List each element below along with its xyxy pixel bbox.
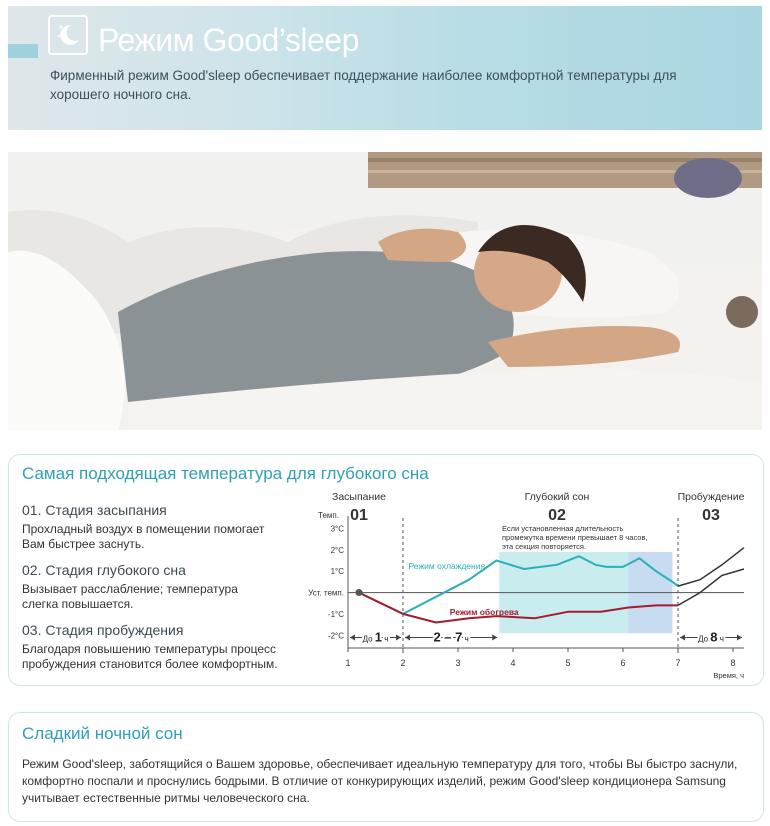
page-description: Фирменный режим Good'sleep обеспечивает поддержание наиболее комфортной температуры для хорошего ночного сна. [50,68,677,102]
duration-arrowhead [492,634,497,640]
x-axis-label: Время, ч [713,671,744,680]
phase-label: Глубокий сон [524,491,590,503]
duration-arrowhead [350,634,355,640]
y-tick-label: Уст. темп. [308,588,344,598]
page-title: Режим Good’sleep [98,22,359,58]
duration-arrowhead [405,634,410,640]
series-label-heating: Режим обогрева [449,606,519,617]
y-tick-label: 3°C [330,524,344,534]
wake-curve [678,569,744,605]
start-point [356,589,363,596]
y-tick-label: -1°C [327,609,344,619]
repeat-note: Если установленная длительность [502,524,624,533]
sleep-temperature-chart [300,486,756,682]
wake-curve [678,548,744,586]
stage-2-title: 02. Стадия глубокого сна [22,562,186,578]
stage-1-title: 01. Стадия засыпания [22,502,167,518]
duration-arrowhead [680,634,685,640]
x-tick-label: 1 [345,658,351,668]
duration-label: 2 – 7 ч [433,629,469,645]
man-sleeping-photo [8,152,762,430]
sweet-sleep-text: Режим Good'sleep, заботящийся о Вашем здоровье, обеспечивает идеальную температуру для того, чтобы Вы быстро заснули, комфортно поспали и проснулись бодрыми. В отличие от конкурирующих изделий, режим Good'sleep кондиционера Samsung учитывает естественные ритмы человеческого сна. [22,757,738,805]
duration-arrowhead [396,634,401,640]
section-title-sweet-sleep: Сладкий ночной сон [22,724,183,743]
section-title-temperature: Самая подходящая температура для глубокого сна [22,464,429,483]
phase-number: 01 [350,507,368,524]
x-tick-label: 7 [675,658,681,668]
series-label-cooling: Режим охлаждения [408,561,486,572]
y-tick-label: -2°C [327,631,344,641]
moon-stars-icon [48,15,88,55]
phase-number: 03 [702,507,720,524]
duration-arrowhead [737,634,742,640]
duration-label: До 1 ч [362,629,389,645]
repeat-note: эта секция повторяется. [502,542,586,551]
phase-label: Пробуждение [677,491,745,503]
stage-3-text: Благодаря повышению температуры процесс пробуждения становится более комфортным. [22,642,278,671]
banner-accent [8,44,38,58]
x-tick-label: 6 [620,658,626,668]
x-tick-label: 8 [730,658,736,668]
x-tick-label: 2 [400,658,406,668]
stages-list [22,502,312,672]
stage-3-title: 03. Стадия пробуждения [22,622,184,638]
stage-1-text: Прохладный воздух в помещении помогает Вам быстрее заснуть. [22,522,265,551]
x-tick-label: 5 [565,658,571,668]
x-tick-label: 3 [455,658,461,668]
y-axis-label: Темп. [318,511,339,520]
duration-label: До 8 ч [698,629,724,645]
phase-label: Засыпание [331,491,387,503]
phase-number: 02 [548,507,566,524]
stage-2-text: Вызывает расслабление; температура слегка повышается. [22,582,238,611]
y-tick-label: 2°C [330,545,344,555]
repeat-note: промежутка времени превышает 8 часов, [502,533,648,542]
x-tick-label: 4 [510,658,516,668]
y-tick-label: 1°C [330,567,344,577]
